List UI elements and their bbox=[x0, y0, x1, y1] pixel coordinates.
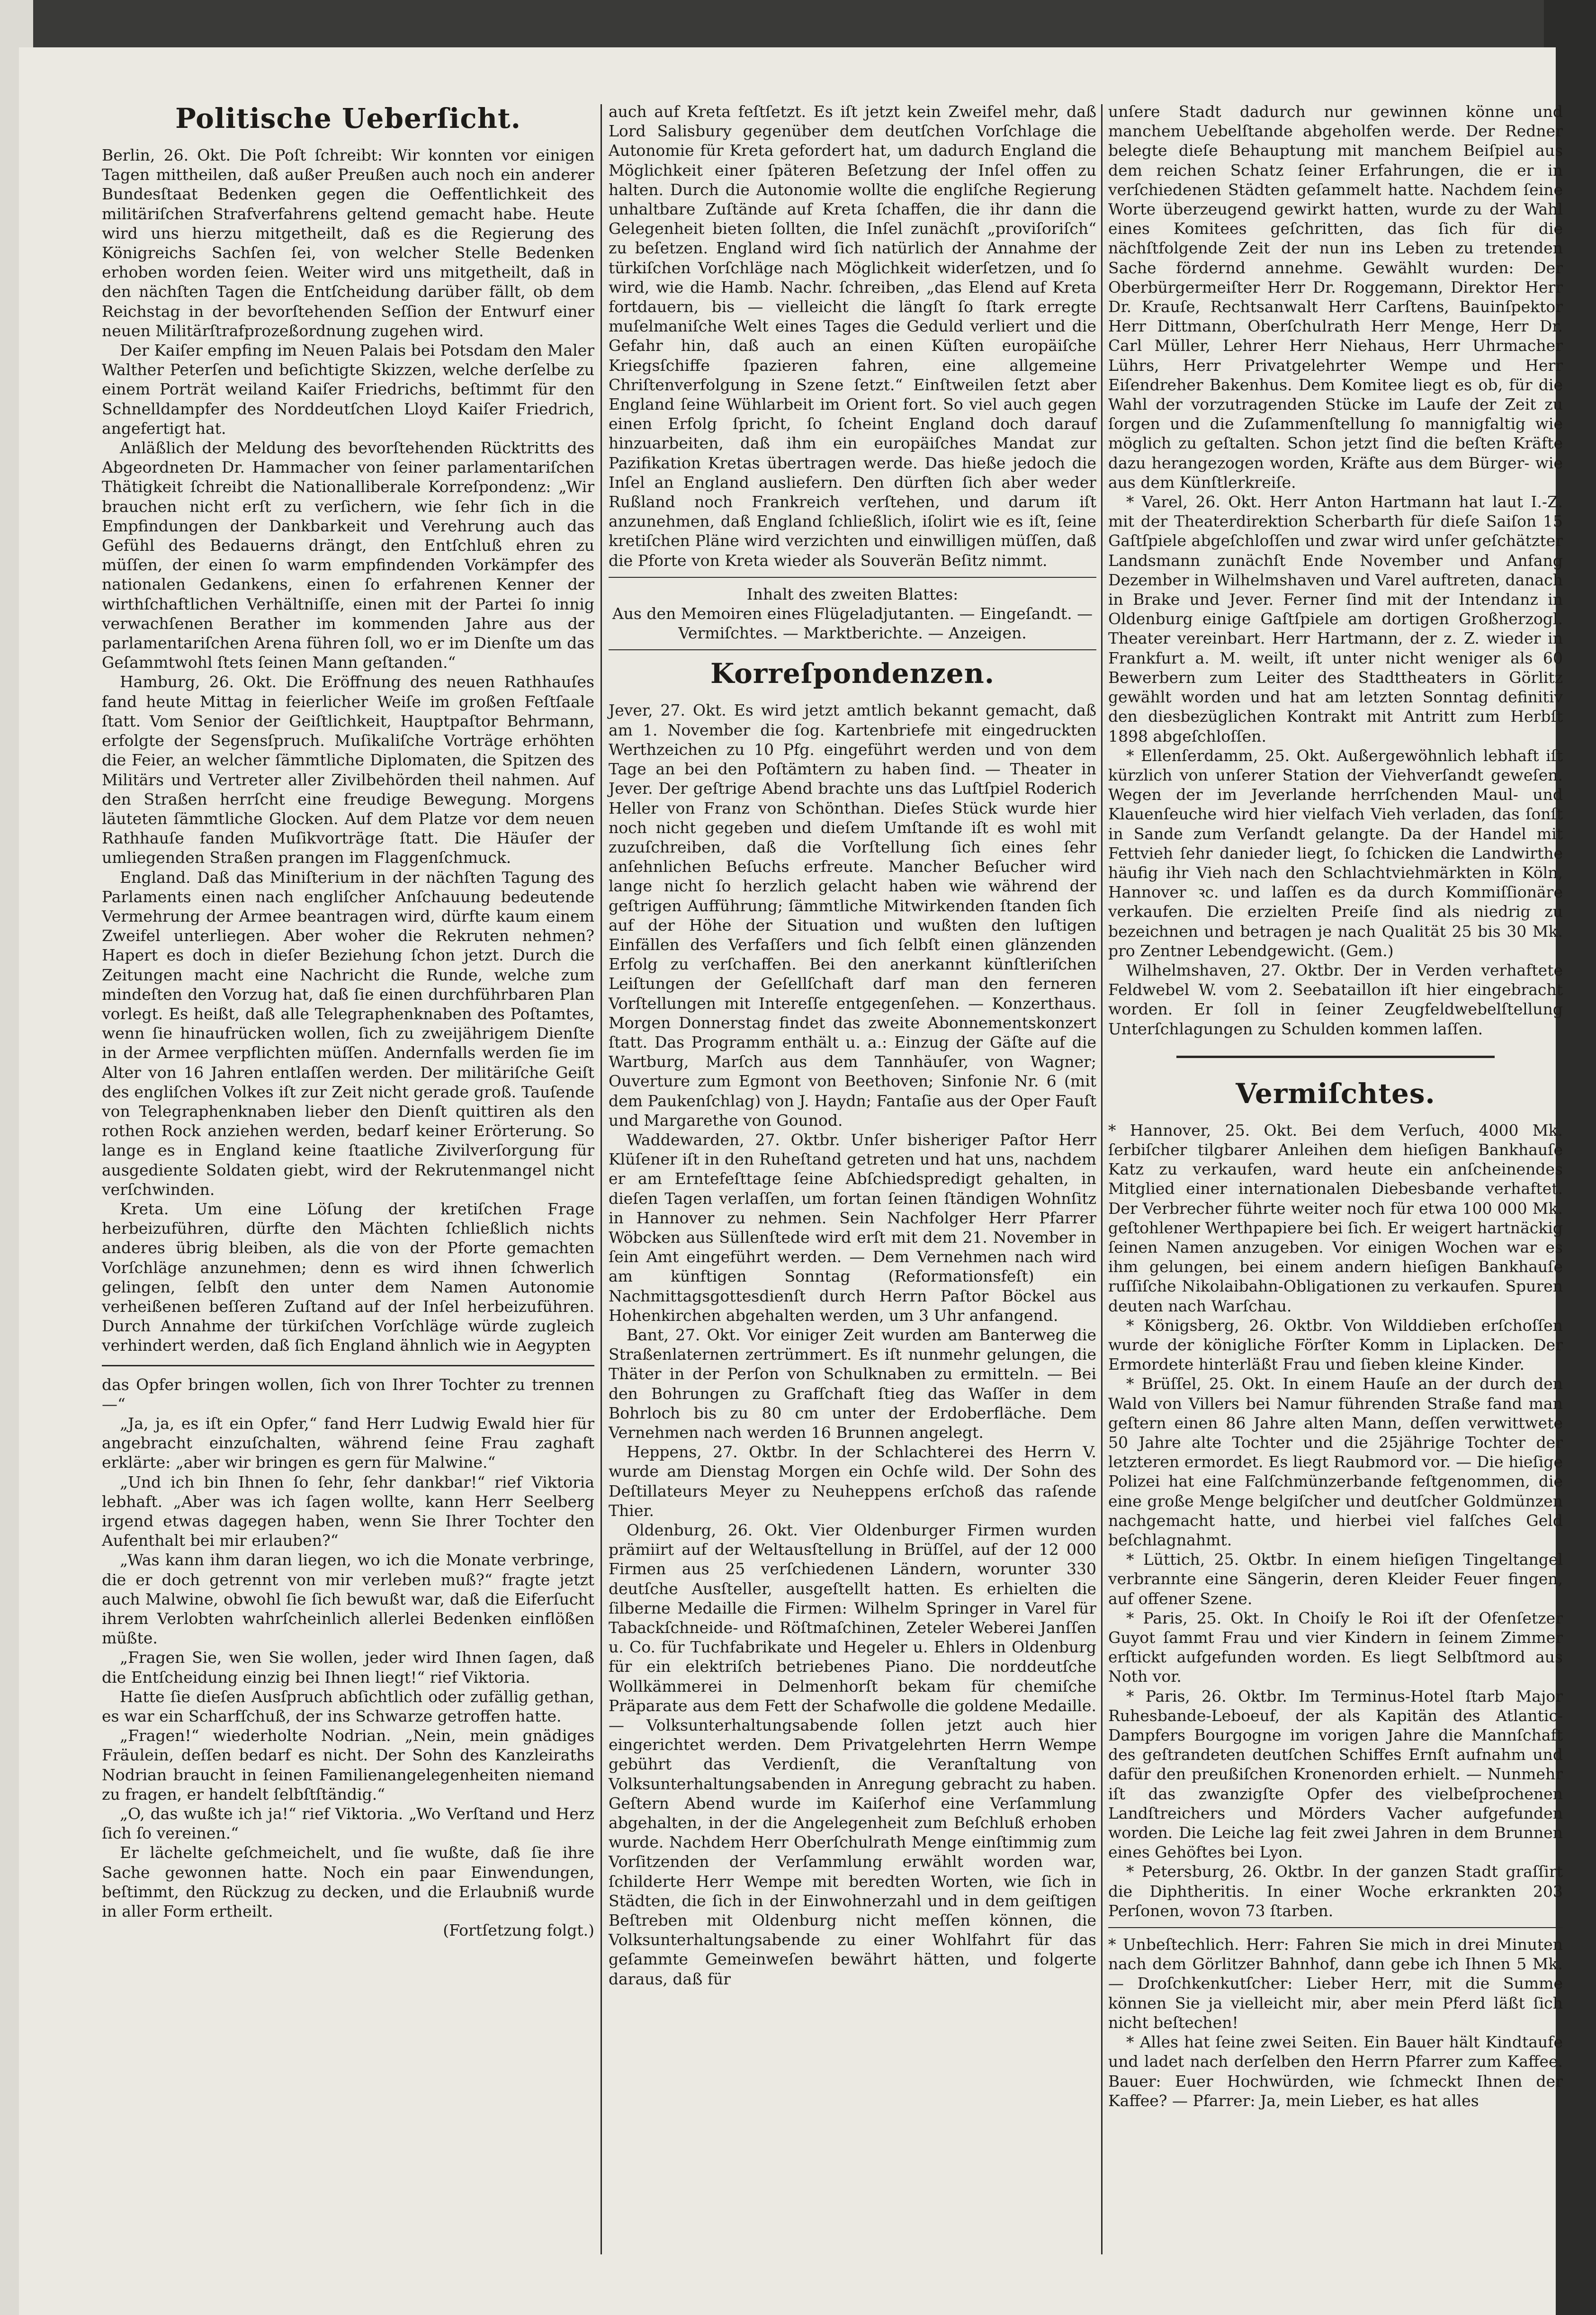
article-paragraph: * Alles hat ſeine zwei Seiten. Ein Bauer hält Kindtaufe und ladet nach derſelben den Herrn Pfarrer zum Kaffee. Bauer: Euer Hochwürden, wie ſchmeckt Ihnen der Kaffee? — Pfarrer: Ja, mein Lieber, es hat alles bbox=[1108, 2033, 1563, 2110]
article-paragraph: Heppens, 27. Oktbr. In der Schlachterei des Herrn V. wurde am Dienstag Morgen ein Ochſe wild. Der Sohn des Deſtillateurs Meyer zu Neuheppens erſchoß das raſende Thier. bbox=[609, 1443, 1096, 1520]
article-paragraph: Bant, 27. Okt. Vor einiger Zeit wurden am Banterweg die Straßenlaternen zertrümmert. Es iſt nunmehr gelungen, die Thäter in der Perſon von Schulknaben zu ermitteln. — Bei den Bohrungen zu Grafſchaft ſtieg das Waſſer in dem Bohrloch bis zu 80 cm unter der Erdoberfläche. Dem Vernehmen nach werden 16 Brunnen angelegt. bbox=[609, 1325, 1096, 1442]
serial-paragraph: „Und ich bin Ihnen ſo ſehr, ſehr dankbar!“ rief Viktoria lebhaft. „Aber was ich ſagen wollte, kann Herr Seelberg irgend etwas dagegen haben, wenn Sie Ihrer Tochter den Aufenthalt bei mir erlauben?“ bbox=[102, 1472, 594, 1550]
serial-divider bbox=[102, 1365, 594, 1366]
article-paragraph: unſere Stadt dadurch nur gewinnen könne und manchem Uebelſtande abgeholfen werde. Der Redner belegte dieſe Behauptung mit manchem Beiſpiel aus dem reichen Schatz ſeiner Erfahrungen, die er in verſchiedenen Städten geſammelt hatte. Nachdem ſeine Worte überzeugend gewirkt hatten, wurde zu der Wahl eines Komitees geſchritten, das ſich für die nächſtfolgende Zeit der nun ins Leben zu tretenden Sache fördernd annehme. Gewählt wurden: Der Oberbürgermeiſter Herr Dr. Roggemann, Direktor Herr Dr. Krauſe, Rechtsanwalt Herr Carſtens, Bauinſpektor Herr Dittmann, Oberſchulrath Herr Menge, Herr Dr. Carl Müller, Lehrer Herr Niehaus, Herr Uhrmacher Lührs, Herr Privatgelehrter Wempe und Herr Eiſendreher Bakenhus. Dem Komitee liegt es ob, für die Wahl der vorzutragenden Stücke im Laufe der Zeit zu ſorgen und die Zuſammenſtellung ſo mannigfaltig wie möglich zu geſtalten. Schon jetzt ſind die beſten Kräfte dazu herangezogen worden, Kräfte aus dem Bürger- wie aus dem Künſtlerkreiſe. bbox=[1108, 102, 1563, 492]
section-divider bbox=[1176, 1056, 1495, 1058]
continued-note: (Fortſetzung folgt.) bbox=[443, 1921, 594, 1940]
article-paragraph: * Brüſſel, 25. Okt. In einem Hauſe an der durch den Wald von Villers bei Namur führenden Straße fand man geſtern einen 86 Jahre alten Mann, deſſen verwittwete 50 Jahre alte Tochter und die 25jährige Tochter der letzteren ermordet. Es liegt Raubmord vor. — Die hieſige Polizei hat eine Falſchmünzerbande feſtgenommen, die eine große Menge belgiſcher und deutſcher Goldmünzen nachgemacht hatte, und hierbei viel falſches Geld beſchlagnahmt. bbox=[1108, 1374, 1563, 1550]
article-paragraph: Der Kaiſer empfing im Neuen Palais bei Potsdam den Maler Walther Peterſen und beſichtigte Skizzen, welche derſelbe zu einem Porträt weiland Kaiſer Friedrichs, beſtimmt für den Schnelldampfer des Norddeutſchen Lloyd Kaiſer Friedrich, angefertigt hat. bbox=[102, 341, 594, 438]
article-paragraph: auch auf Kreta feſtſetzt. Es iſt jetzt kein Zweifel mehr, daß Lord Salisbury gegenüber dem deutſchen Vorſchlage die Autonomie für Kreta gefordert hat, um dadurch England die Möglichkeit einer ſpäteren Beſetzung der Inſel offen zu halten. Durch die Autonomie wollte die engliſche Regierung unhaltbare Zuſtände auf Kreta ſchaffen, die ihr dann die Gelegenheit bieten ſollten, die Inſel zunächſt „proviſoriſch“ zu beſetzen. England wird ſich natürlich der Annahme der türkiſchen Vorſchläge nach Möglichkeit widerſetzen, und ſo wird, wie die Hamb. Nachr. ſchreiben, „das Elend auf Kreta fortdauern, bis — vielleicht die längſt ſo ſtark erregte muſelmaniſche Welt eines Tages die Geduld verliert und die Gefahr hin, daß auch an einen Küſten europäiſche Kriegsſchiffe ſpazieren fahren, eine allgemeine Chriſtenverfolgung in Szene ſetzt.“ Einſtweilen ſetzt aber England ſeine Wühlarbeit im Orient fort. So viel auch gegen einen Erfolg ſpricht, ſo ſcheint England doch darauf hinzuarbeiten, daß ihm ein europäiſches Mandat zur Pazifikation Kretas übertragen werde. Das hieße jedoch die Inſel an England ausliefern. Den dürften ſich aber weder Rußland noch Frankreich verſtehen, und darum iſt anzunehmen, daß England ſchließlich, iſolirt wie es iſt, ſeine kretiſchen Pläne wird verzichten und einwilligen müſſen, daß die Pforte von Kreta wieder als Souverän Beſitz nimmt. bbox=[609, 102, 1096, 570]
section-title-politics: Politische Ueberſicht. bbox=[175, 102, 521, 135]
article-paragraph: Jever, 27. Okt. Es wird jetzt amtlich bekannt gemacht, daß am 1. November die ſog. Kartenbriefe mit eingedruckten Werthzeichen zu 10 Pfg. eingeführt werden und von dem Tage an bei den Poſtämtern zu haben ſind. — Theater in Jever. Der geſtrige Abend brachte uns das Luſtſpiel Roderich Heller von Franz von Schönthan. Dieſes Stück wurde hier noch nicht gegeben und dieſem Umſtande iſt es wohl mit zuzuſchreiben, daß die Vorſtellung ſich eines ſehr anſehnlichen Beſuchs erfreute. Mancher Beſucher wird lange nicht ſo herzlich gelacht haben wie während der geſtrigen Aufführung; ſämmtliche Mitwirkenden ſtanden ſich auf der Höhe der Situation und wußten den luſtigen Einfällen des Verfaſſers und ſich ſelbſt einen glänzenden Erfolg zu verſchaffen. Bei den anerkannt künſtleriſchen Leiſtungen der Geſellſchaft darf man den ferneren Vorſtellungen mit Intereſſe entgegenſehen. — Konzerthaus. Morgen Donnerstag findet das zweite Abonnementskonzert ſtatt. Das Programm enthält u. a.: Einzug der Gäſte auf die Wartburg, Marſch aus dem Tannhäuſer, von Wagner; Ouverture zum Egmont von Beethoven; Sinfonie Nr. 6 (mit dem Paukenſchlag) von J. Haydn; Fantaſie aus der Oper Fauſt und Margarethe von Gounod. bbox=[609, 701, 1096, 1130]
section-title-correspondence: Korreſpondenzen. bbox=[710, 657, 995, 690]
article-paragraph: Oldenburg, 26. Okt. Vier Oldenburger Firmen wurden prämiirt auf der Weltausſtellung in Brüſſel, auf der 12 000 Firmen aus 25 verſchiedenen Ländern, worunter 330 deutſche Ausſteller, ausgeſtellt hatten. Es erhielten die ſilberne Medaille die Firmen: Wilhelm Springer in Varel für Tabackſchneide- und Röſtmaſchinen, Zeteler Weberei Janſſen u. Co. für Tuchfabrikate und Hegeler u. Ehlers in Oldenburg für ein elektriſch betriebenes Piano. Die norddeutſche Wollkämmerei in Delmenhorſt bekam für chemiſche Präparate aus dem Fett der Schafwolle die goldene Medaille. — Volksunterhaltungsabende ſollen jetzt auch hier eingerichtet werden. Dem Privatgelehrten Herrn Wempe gebührt das Verdienſt, die Veranſtaltung von Volksunterhaltungsabenden in Anregung gebracht zu haben. Geſtern Abend wurde im Kaiſerhof eine Verſammlung abgehalten, in der die Angelegenheit zum Beſchluß erhoben wurde. Nachdem Herr Oberſchulrath Menge einſtimmig zum Vorſitzenden der Verſammlung erwählt worden war, ſchilderte Herr Wempe mit beredten Worten, wie ſich in Städten, die ſich in der Einwohnerzahl und in dem geiſtigen Beſtreben mit Oldenburg nicht meſſen können, die Volksunterhaltungsabende zu einer Wohlfahrt für das geſammte Gemeinweſen bewährt hätten, und folgerte daraus, daß für bbox=[609, 1521, 1096, 1988]
article-paragraph: Berlin, 26. Okt. Die Poſt ſchreibt: Wir konnten vor einigen Tagen mittheilen, daß außer Preußen auch noch ein anderer Bundesſtaat Bedenken gegen die Oeffentlichkeit des militäriſchen Strafverfahrens geltend gemacht habe. Heute wird uns hierzu mitgetheilt, daß es die Regierung des Königreichs Sachſen ſei, von welcher Stelle Bedenken erhoben worden ſeien. Weiter wird uns mitgetheilt, daß in den nächſten Tagen die Entſcheidung darüber fällt, ob dem Reichstag in der bevorſtehenden Seſſion der Entwurf einer neuen Militärſtrafprozeßordnung zugehen wird. bbox=[102, 146, 594, 340]
contents-heading: Inhalt des zweiten Blattes: bbox=[746, 584, 959, 603]
article-paragraph: Kreta. Um eine Löſung der kretiſchen Frage herbeizuführen, dürfte den Mächten ſchließlich nichts anderes übrig bleiben, als die von der Pforte gemachten Vorſchläge anzunehmen; denn es wird ihnen ſchwerlich gelingen, ſelbſt den unter dem Namen Autonomie verheißenen beſſeren Zuſtand auf der Inſel herbeizuführen. Durch Annahme der türkiſchen Vorſchläge würde zugleich verhindert werden, daß ſich England ähnlich wie in Aegypten bbox=[102, 1199, 594, 1355]
contents-box bbox=[609, 584, 1096, 643]
article-paragraph: * Königsberg, 26. Oktbr. Von Wilddieben erſchoſſen wurde der königliche Förſter Komm in Liplacken. Der Ermordete hinterläßt Frau und ſieben kleine Kinder. bbox=[1108, 1316, 1563, 1374]
article-paragraph: * Paris, 26. Oktbr. Im Terminus-Hotel ſtarb Major Ruhesbande-Leboeuf, der als Kapitän des Atlantic-Dampfers Bourgogne im vorigen Jahre die Mannſchaft des geſtrandeten deutſchen Schiffes Ernſt aufnahm und dafür den preußiſchen Kronenorden erhielt. — Nunmehr iſt das zwanzigſte Opfer des vielbeſprochenen Landſtreichers und Mörders Vacher aufgefunden worden. Die Leiche lag feit zwei Jahren in dem Brunnen eines Gehöftes bei Lyon. bbox=[1108, 1687, 1563, 1862]
serial-paragraph: „Ja, ja, es iſt ein Opfer,“ fand Herr Ludwig Ewald hier für angebracht einzuſchalten, während ſeine Frau zaghaft erklärte: „aber wir bringen es gern für Malwine.“ bbox=[102, 1414, 594, 1472]
article-paragraph: * Paris, 25. Okt. In Choiſy le Roi iſt der Ofenſetzer Guyot ſammt Frau und vier Kindern in ſeinem Zimmer erſtickt aufgefunden worden. Es liegt Selbſtmord aus Noth vor. bbox=[1108, 1608, 1563, 1686]
article-paragraph: Wilhelmshaven, 27. Oktbr. Der in Verden verhaftete Feldwebel W. vom 2. Seebataillon iſt hier eingebracht worden. Er ſoll in ſeiner Zeugfeldwebelſtellung Unterſchlagungen zu Schulden kommen laſſen. bbox=[1108, 960, 1563, 1038]
contents-divider-bottom bbox=[609, 649, 1096, 650]
column-rule bbox=[601, 104, 602, 2254]
article-paragraph: Anläßlich der Meldung des bevorſtehenden Rücktritts des Abgeordneten Dr. Hammacher von ſeiner parlamentariſchen Thätigkeit ſchreibt die Nationalliberale Korreſpondenz: „Wir brauchen nicht erſt zu verſichern, wie ſehr ſich in die Empfindungen der Dankbarkeit und Verehrung auch das Gefühl des Bedauerns drängt, den Entſchluß ehren zu müſſen, der einen ſo warm empfindenden Vorkämpfer des nationalen Gedankens, einen ſo erfahrenen Kenner der wirthſchaftlichen Verhältniſſe, einen mit der Partei ſo innig verwachſenen Berather im kommenden Jahre aus der parlamentariſchen Arena führen ſoll, wo er im Dienſte um das Geſammtwohl ſtets ſeinen Mann geſtanden.“ bbox=[102, 439, 594, 672]
contents-divider-top bbox=[609, 577, 1096, 578]
column-rule bbox=[1101, 104, 1103, 2254]
article-paragraph: * Unbeſtechlich. Herr: Fahren Sie mich in drei Minuten nach dem Görlitzer Bahnhof, dann gebe ich Ihnen 5 Mk. — Droſchkenkutſcher: Lieber Herr, mit die Summe können Sie ja vielleicht mir, aber mein Pferd läßt ſich nicht beſtechen! bbox=[1108, 1935, 1563, 2032]
article-paragraph: Hamburg, 26. Okt. Die Eröffnung des neuen Rathhauſes fand heute Mittag in feierlicher Weiſe im großen Feſtſaale ſtatt. Vom Senior der Geiſtlichkeit, Hauptpaſtor Behrmann, erfolgte der Segensſpruch. Muſikaliſche Vorträge erhöhten die Feier, an welcher ſämmtliche Diplomaten, die Spitzen des Militärs und Vertreter aller Zivilbehörden theil nahmen. Auf den Straßen herrſcht eine freudige Bewegung. Morgens läuteten ſämmtliche Glocken. Auf dem Platze vor dem neuen Rathhauſe fanden Muſikvorträge ſtatt. Die Häuſer der umliegenden Straßen prangen im Flaggenſchmuck. bbox=[102, 673, 594, 867]
serial-paragraph: Hatte ſie dieſen Ausſpruch abſichtlich oder zufällig gethan, es war ein Scharfſchuß, der ins Schwarze getroffen hatte. bbox=[102, 1687, 594, 1726]
article-paragraph: * Lüttich, 25. Oktbr. In einem hieſigen Tingeltangel verbrannte eine Sängerin, deren Kleider Feuer fingen, auf offener Szene. bbox=[1108, 1550, 1563, 1608]
contents-list: Aus den Memoiren eines Flügeladjutanten. — Eingeſandt. — Vermiſchtes. — Marktberichte. — Anzeigen. bbox=[612, 604, 1093, 643]
serial-paragraph: „Fragen!“ wiederholte Nodrian. „Nein, mein gnädiges Fräulein, deſſen bedarf es nicht. Der Sohn des Kanzleiraths Nodrian braucht in ſeinen Familienangelegenheiten niemand zu fragen, er handelt ſelbſtſtändig.“ bbox=[102, 1726, 594, 1804]
newspaper-page bbox=[19, 47, 1563, 2315]
article-paragraph: * Varel, 26. Okt. Herr Anton Hartmann hat laut I.-Z. mit der Theaterdirektion Scherbarth für dieſe Saiſon 15 Gaſtſpiele abgeſchloſſen und zwar wird unſer geſchätzter Landsmann zunächſt Ende November und Anfang Dezember in Wilhelmshaven und Varel auftreten, danach in Brake und Jever. Ferner ſind mit der Intendanz in Oldenburg einige Gaſtſpiele am dortigen Großherzogl. Theater vereinbart. Herr Hartmann, der z. Z. wieder in Frankfurt a. M. weilt, iſt unter nicht weniger als 60 Bewerbern zum Leiter des Stadttheaters in Görlitz gewählt worden und hat am letzten Sonntag definitiv den diesbezüglichen Kontrakt mit Antritt zum Herbſt 1898 abgeſchloſſen. bbox=[1108, 493, 1563, 745]
serial-paragraph: „O, das wußte ich ja!“ rief Viktoria. „Wo Verſtand und Herz ſich ſo vereinen.“ bbox=[102, 1804, 594, 1843]
article-paragraph: * Hannover, 25. Okt. Bei dem Verſuch, 4000 Mk. ſerbiſcher tilgbarer Anleihen dem hieſigen Bankhauſe Katz zu verkaufen, ward heute ein anſcheinendes Mitglied einer internationalen Diebesbande verhaftet. Der Verbrecher führte weiter noch für etwa 100 000 Mk. geſtohlener Werthpapiere bei ſich. Er weigert hartnäckig ſeinen Namen anzugeben. Vor einigen Wochen war es ihm gelungen, bei einem andern hieſigen Bankhauſe ruſſiſche Nikolaibahn-Obligationen zu verkaufen. Spuren deuten nach Warſchau. bbox=[1108, 1121, 1563, 1315]
serial-paragraph: „Fragen Sie, wen Sie wollen, jeder wird Ihnen ſagen, daß die Entſcheidung einzig bei Ihnen liegt!“ rief Viktoria. bbox=[102, 1648, 594, 1687]
anecdote-divider bbox=[1108, 1927, 1563, 1928]
serial-paragraph: „Was kann ihm daran liegen, wo ich die Monate verbringe, die er doch getrennt von mir verleben muß?“ fragte jetzt auch Malwine, obwohl ſie ſich bewußt war, daß die Eiferſucht ihrem Verlobten wahrſcheinlich allerlei Bedenken einflößen müßte. bbox=[102, 1551, 594, 1648]
column-3 bbox=[1108, 102, 1563, 2110]
article-paragraph: * Petersburg, 26. Oktbr. In der ganzen Stadt graſſirt die Diphtheritis. In einer Woche erkrankten 203 Perſonen, wovon 73 ſtarben. bbox=[1108, 1862, 1563, 1920]
article-paragraph: Waddewarden, 27. Oktbr. Unſer bisheriger Paſtor Herr Klüſener iſt in den Ruheſtand getreten und hat uns, nachdem er am Erntefeſttage ſeine Abſchiedspredigt gehalten, in dieſen Tagen verlaſſen, um fortan ſeinen ſtändigen Wohnſitz in Hannover zu nehmen. Sein Nachfolger Herr Pfarrer Wöbcken aus Süllenſtede wird erſt mit dem 21. November in ſein Amt eingeführt werden. — Dem Vernehmen nach wird am künftigen Sonntag (Reformationsfeſt) ein Nachmittagsgottesdienſt durch Herrn Paſtor Böckel aus Hohenkirchen abgehalten werden, um 3 Uhr anfangend. bbox=[609, 1130, 1096, 1325]
serial-paragraph: Er lächelte geſchmeichelt, und ſie wußte, daß ſie ihre Sache gewonnen hatte. Noch ein paar Einwendungen, beſtimmt, den Rückzug zu decken, und die Erlaubniß wurde in aller Form ertheilt. bbox=[102, 1843, 594, 1921]
article-paragraph: England. Daß das Miniſterium in der nächſten Tagung des Parlaments einen nach engliſcher Anſchauung bedeutende Vermehrung der Armee beantragen wird, dürfte kaum einem Zweifel unterliegen. Aber woher die Rekruten nehmen? Hapert es doch in dieſer Beziehung ſchon jetzt. Durch die Zeitungen macht eine Nachricht die Runde, welche zum mindeſten den Vorzug hat, daß ſie einen durchführbaren Plan vorlegt. Es heißt, daß alle Telegraphenknaben des Poſtamtes, wenn ſie hinaufrücken wollen, ſich zu zweijährigem Dienſte in der Armee verpflichten müſſen. Andernfalls werden ſie im Alter von 16 Jahren entlaſſen werden. Der militäriſche Geiſt des engliſchen Volkes iſt zur Zeit nicht gerade groß. Tauſende von Telegraphenknaben lieber den Dienſt quittiren als den rothen Rock anziehen werden, bedarf keiner Erörterung. So lange es in England keine ſtaatliche Zivilverſorgung für ausgediente Soldaten giebt, wird der Rekrutenmangel nicht verſchwinden. bbox=[102, 868, 594, 1199]
serial-paragraph: das Opfer bringen wollen, ſich von Ihrer Tochter zu trennen —“ bbox=[102, 1375, 594, 1413]
article-paragraph: * Ellenſerdamm, 25. Okt. Außergewöhnlich lebhaft iſt kürzlich von unſerer Station der Viehverſandt geweſen. Wegen der im Jeverlande herrſchenden Maul- und Klauenſeuche wird hier vielfach Vieh verladen, das ſonſt in Sande zum Verſandt gelangte. Da der Handel mit Fettvieh ſehr danieder liegt, ſo ſchicken die Landwirthe häufig ihr Vieh nach den Schlachtviehmärkten in Köln, Hannover ꝛc. und laſſen es da durch Kommiſſionäre verkaufen. Die erzielten Preiſe ſind als niedrig zu bezeichnen und betragen je nach Qualität 25 bis 30 Mk. pro Zentner Lebendgewicht. (Gem.) bbox=[1108, 746, 1563, 960]
column-2 bbox=[609, 102, 1096, 1989]
section-title-miscellaneous: Vermiſchtes. bbox=[1236, 1077, 1435, 1110]
column-1 bbox=[102, 102, 594, 1939]
